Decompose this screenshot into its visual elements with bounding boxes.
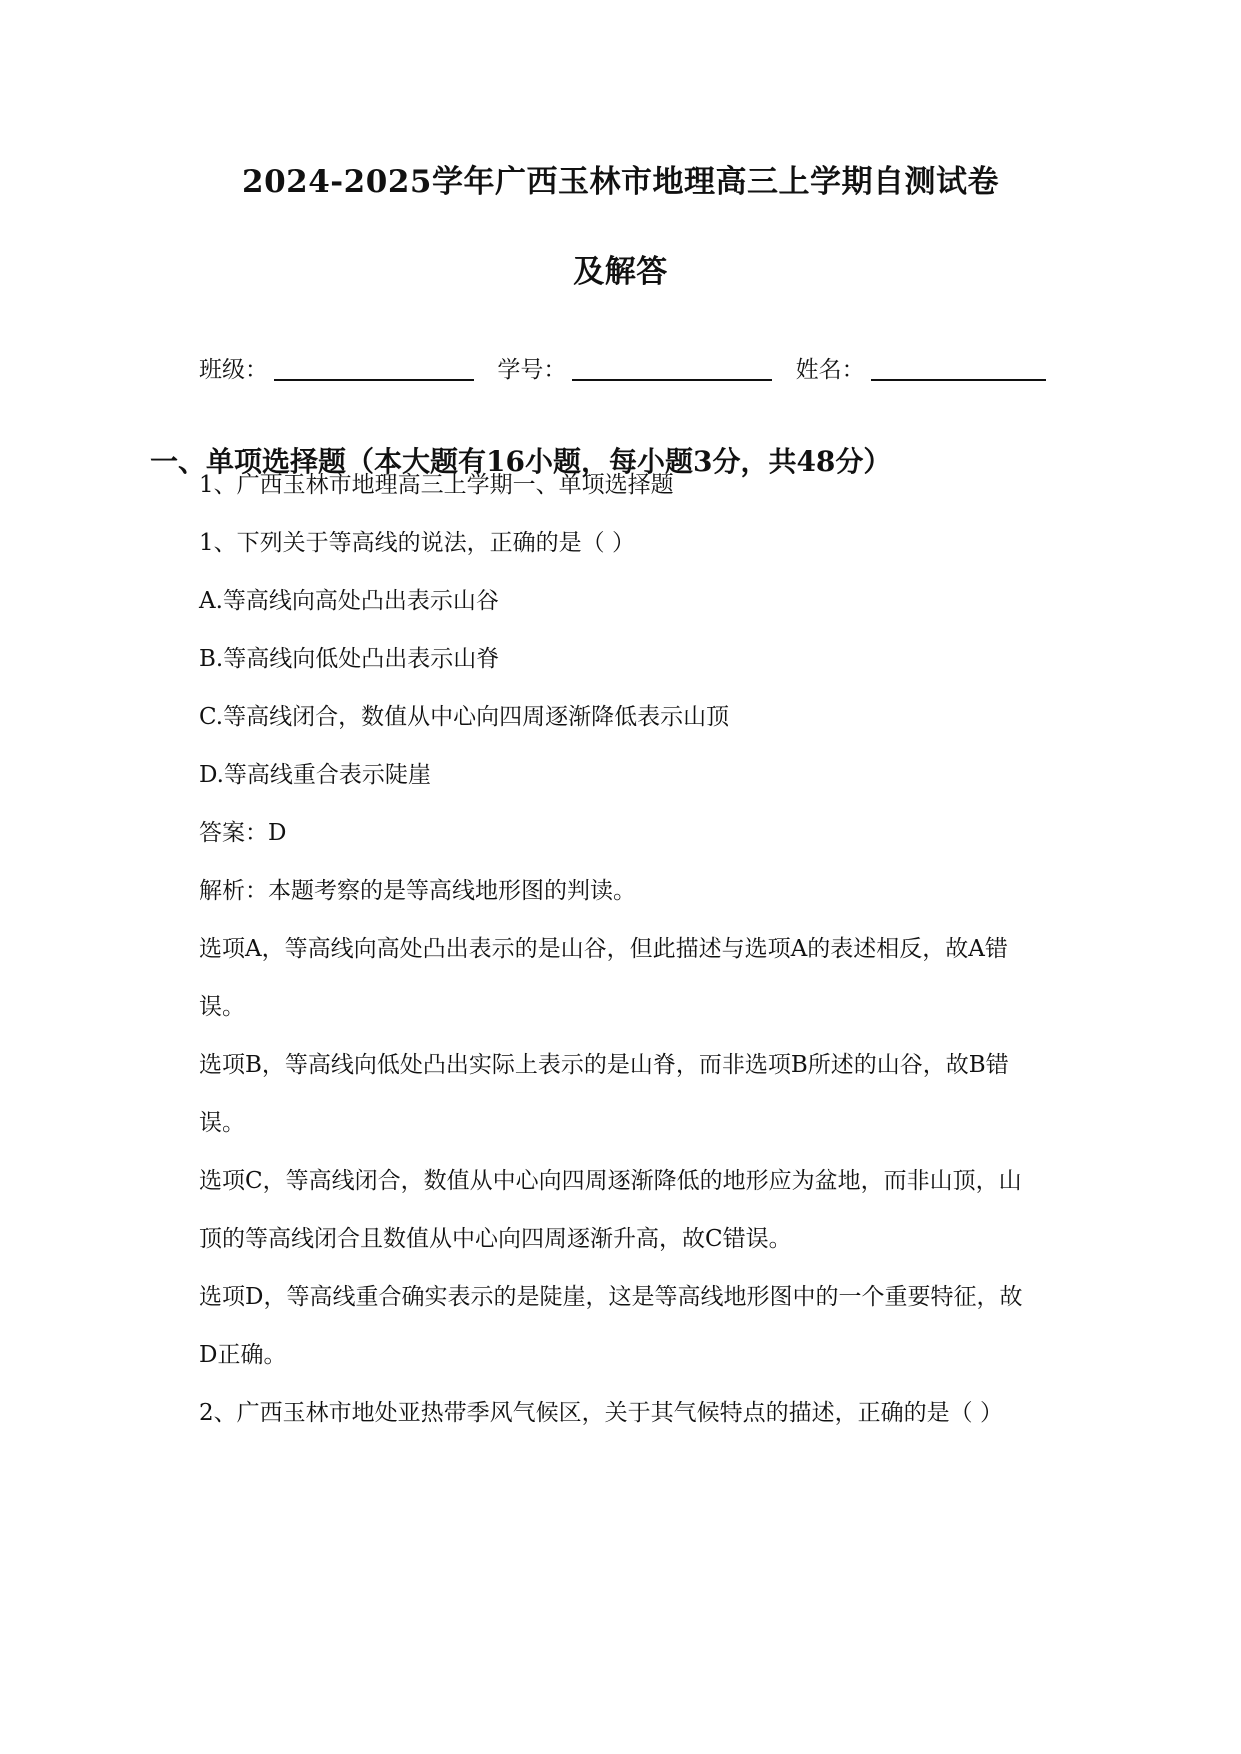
student-id-field <box>497 351 772 384</box>
name-label: 姓名： <box>795 357 865 383</box>
question-intro-line: 1、广西玉林市地理高三上学期一、单项选择题 <box>199 472 674 498</box>
question-1-option-d: D.等高线重合表示陡崖 <box>199 762 431 788</box>
question-1-answer: 答案：D <box>199 820 287 846</box>
name-field <box>796 351 1046 384</box>
question-1-option-b: B.等高线向低处凸出表示山脊 <box>199 646 500 672</box>
name-blank <box>871 357 1046 381</box>
analysis-option-a-line-2: 误。 <box>199 994 245 1020</box>
student-id-blank <box>572 357 772 381</box>
analysis-option-d-line-2: D正确。 <box>199 1342 287 1368</box>
analysis-option-a-line-1: 选项A，等高线向高处凸出表示的是山谷，但此描述与选项A的表述相反，故A错 <box>199 936 1008 962</box>
class-field <box>199 351 474 384</box>
document-title-line-1: 2024-2025学年广西玉林市地理高三上学期自测试卷 <box>242 164 999 200</box>
class-blank <box>274 357 474 381</box>
analysis-option-c-line-2: 顶的等高线闭合且数值从中心向四周逐渐升高，故C错误。 <box>199 1226 792 1252</box>
analysis-option-b-line-1: 选项B，等高线向低处凸出实际上表示的是山脊，而非选项B所述的山谷，故B错 <box>199 1052 1009 1078</box>
question-2-stem: 2、广西玉林市地处亚热带季风气候区，关于其气候特点的描述，正确的是（ ） <box>199 1400 1003 1426</box>
section-heading: 一、单项选择题（本大题有16小题，每小题3分，共48分） <box>150 445 892 478</box>
document-title-line-2: 及解答 <box>573 254 668 290</box>
class-label: 班级： <box>199 357 268 383</box>
student-id-label: 学号： <box>497 357 567 383</box>
analysis-option-c-line-1: 选项C，等高线闭合，数值从中心向四周逐渐降低的地形应为盆地，而非山顶，山 <box>199 1168 1022 1194</box>
analysis-option-b-line-2: 误。 <box>199 1110 245 1136</box>
question-1-stem: 1、下列关于等高线的说法，正确的是（ ） <box>199 530 635 556</box>
analysis-intro: 解析：本题考察的是等高线地形图的判读。 <box>199 878 636 904</box>
question-1-option-a: A.等高线向高处凸出表示山谷 <box>199 588 499 614</box>
student-info-row <box>199 351 1079 384</box>
question-1-option-c: C.等高线闭合，数值从中心向四周逐渐降低表示山顶 <box>199 704 730 730</box>
analysis-option-d-line-1: 选项D，等高线重合确实表示的是陡崖，这是等高线地形图中的一个重要特征，故 <box>199 1284 1023 1310</box>
